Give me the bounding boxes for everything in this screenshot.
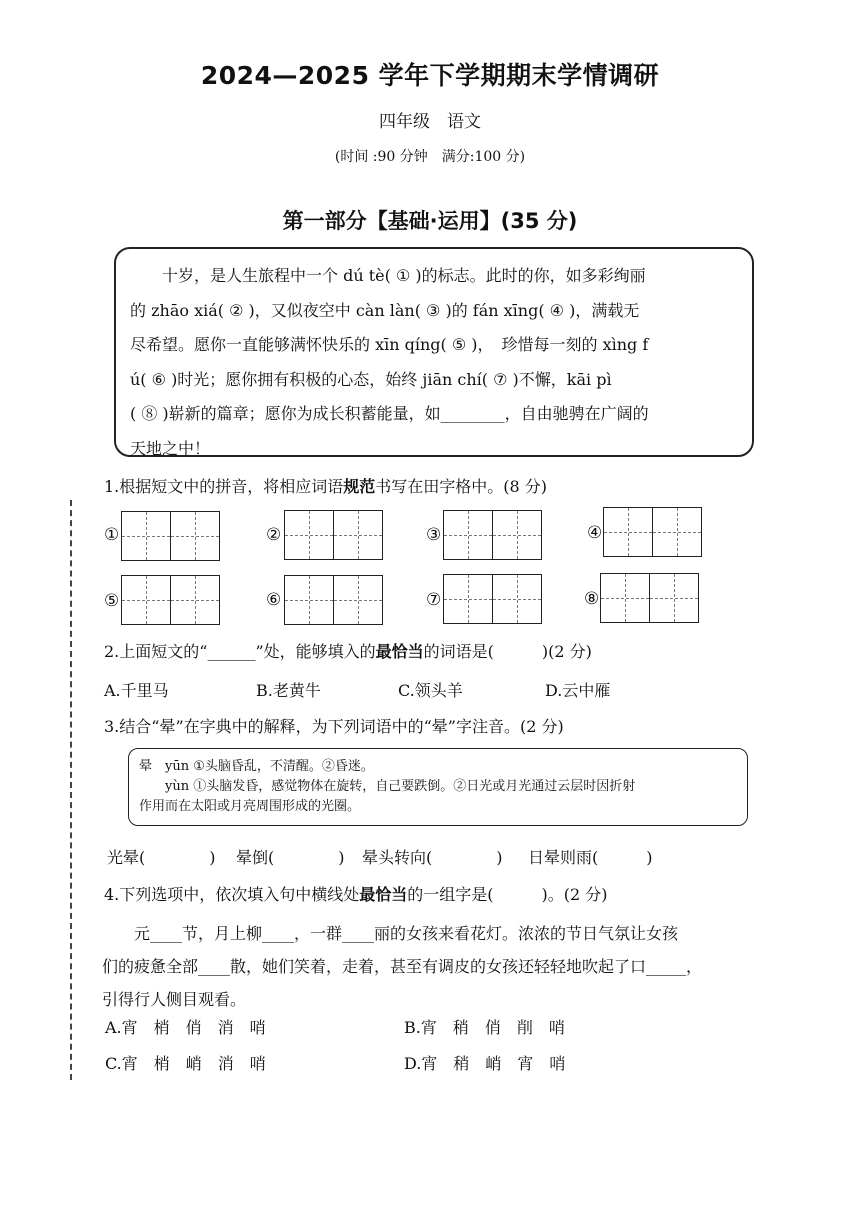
grid-label: ① [104, 525, 120, 545]
question-4-emphasis: 最恰当 [359, 885, 408, 904]
grid-label: ⑥ [266, 590, 282, 610]
tianzige-grid-7[interactable] [443, 574, 542, 624]
grid-label: ⑦ [426, 590, 442, 610]
q3-item-4[interactable]: 日晕则雨( ) [528, 848, 653, 867]
q4-option-b[interactable]: B.宵 稍 俏 削 哨 [404, 1018, 565, 1037]
q3-item-3[interactable]: 晕头转向( ) [362, 848, 503, 867]
grid-label: ② [266, 525, 282, 545]
grid-label: ⑤ [104, 591, 120, 611]
tianzige-grid-5[interactable] [121, 575, 220, 625]
q3-item-2[interactable]: 晕倒( ) [236, 848, 345, 867]
question-1-emphasis: 规范 [343, 477, 376, 496]
question-3: 3.结合“晕”在字典中的解释，为下列词语中的“晕”字注音。(2 分) [104, 717, 564, 736]
question-2-text: 2.上面短文的“______”处，能够填入的 [104, 642, 376, 661]
passage-line: 的 zhāo xiá( ② )，又似夜空中 càn làn( ③ )的 fán xīng( ④ )，满载无 [130, 300, 640, 320]
question-2-emphasis: 最恰当 [375, 642, 424, 661]
question-4 [104, 882, 608, 905]
passage-box [114, 247, 754, 457]
binding-margin-line [70, 500, 72, 1080]
grid-label: ⑧ [584, 589, 600, 609]
question-1-text-end: 书写在田字格中。(8 分) [375, 477, 548, 496]
q4-passage [102, 917, 762, 1016]
passage-line: 天地之中！ [130, 438, 211, 458]
q4-option-c[interactable]: C.宵 梢 峭 消 哨 [105, 1054, 266, 1073]
passage-line: ú( ⑥ )时光；愿你拥有积极的心态，始终 jiān chí( ⑦ )不懈，kāi pì [130, 369, 612, 389]
question-2 [104, 639, 592, 662]
passage-line: 十岁，是人生旅程中一个 dú tè( ① )的标志。此时的你，如多彩绚丽 [130, 266, 646, 285]
question-1-text: 1.根据短文中的拼音，将相应词语 [104, 477, 344, 496]
q2-option-b[interactable]: B.老黄牛 [256, 681, 321, 700]
dictionary-box [128, 748, 748, 826]
tianzige-grid-8[interactable] [600, 573, 699, 623]
dictionary-line: 晕 yūn ①头脑昏乱，不清醒。②昏迷。 [139, 759, 374, 774]
q4-line: 引得行人侧目观看。 [102, 990, 247, 1009]
passage-line: 尽希望。愿你一直能够满怀快乐的 xīn qíng( ⑤ )， 珍惜每一刻的 xìng f [130, 335, 649, 354]
question-2-text-end: 的词语是( )(2 分) [423, 642, 592, 661]
grade-subject: 四年级 语文 [379, 112, 481, 132]
tianzige-grid-1[interactable] [121, 511, 220, 561]
q3-item-1[interactable]: 光晕( ) [107, 848, 216, 867]
q2-option-d[interactable]: D.云中雁 [545, 681, 611, 700]
tianzige-grid-6[interactable] [284, 575, 383, 625]
q4-option-d[interactable]: D.宵 稍 峭 宵 哨 [404, 1054, 566, 1073]
tianzige-grid-3[interactable] [443, 510, 542, 560]
tianzige-grid-2[interactable] [284, 510, 383, 560]
grid-label: ④ [587, 523, 603, 543]
question-4-text: 4.下列选项中，依次填入句中横线处 [104, 885, 360, 904]
q4-option-a[interactable]: A.宵 梢 俏 消 哨 [105, 1018, 266, 1037]
passage-line: ( ⑧ )崭新的篇章；愿你为成长积蓄能量，如________，自由驰骋在广阔的 [130, 404, 649, 423]
question-1 [104, 474, 547, 497]
q4-line: 们的疲惫全部____散，她们笑着，走着，甚至有调皮的女孩还轻轻地吹起了口_____， [102, 957, 703, 976]
question-4-text-end: 的一组字是( )。(2 分) [407, 885, 608, 904]
q2-option-c[interactable]: C.领头羊 [398, 681, 463, 700]
section-title: 第一部分【基础·运用】(35 分) [282, 209, 578, 233]
tianzige-grid-4[interactable] [603, 507, 702, 557]
dictionary-line: yùn ①头脑发昏，感觉物体在旋转，自己要跌倒。②日光或月光通过云层时因折射 [139, 779, 636, 794]
q2-option-a[interactable]: A.千里马 [104, 681, 169, 700]
q4-line: 元____节，月上柳____，一群____丽的女孩来看花灯。浓浓的节日气氛让女孩 [102, 924, 679, 943]
grid-label: ③ [426, 525, 442, 545]
time-info: (时间 :90 分钟 满分:100 分) [334, 149, 526, 165]
dictionary-line: 作用而在太阳或月亮周围形成的光圈。 [139, 799, 361, 814]
exam-title: 2024—2025 学年下学期期末学情调研 [200, 61, 660, 90]
